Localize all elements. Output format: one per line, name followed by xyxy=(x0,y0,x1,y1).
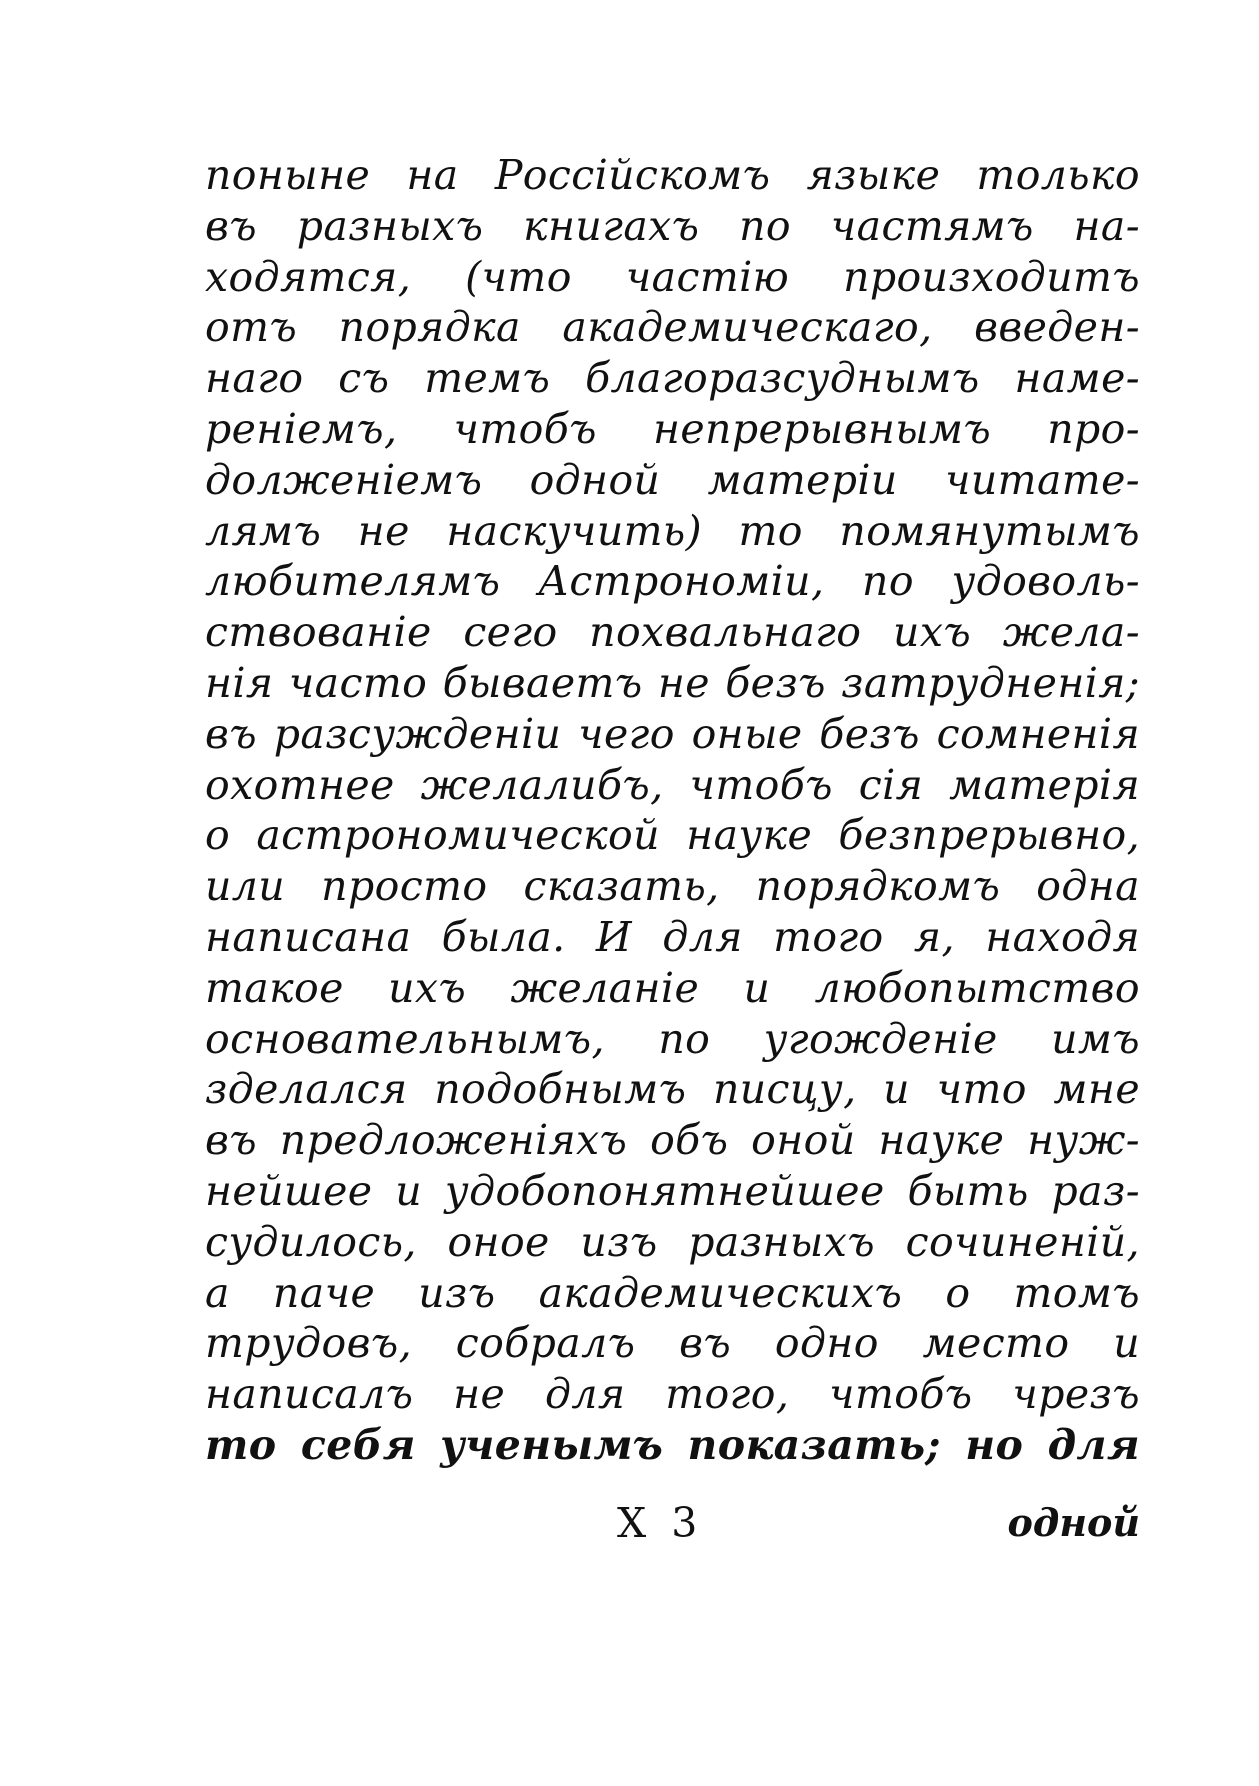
page-footer xyxy=(205,1495,1140,1551)
text-line: а паче изъ академическихъ о томъ xyxy=(205,1268,1140,1317)
text-line: долженiемъ одной матерiи читате- xyxy=(205,455,1140,504)
text-line: ренiемъ, чтобъ непрерывнымъ про- xyxy=(205,404,1140,453)
text-line: то себя ученымъ показать; но для xyxy=(205,1420,1140,1469)
catchword: одной xyxy=(1007,1500,1140,1545)
text-line: ствованiе сего похвальнаго ихъ жела- xyxy=(205,608,1140,657)
text-line: судилось, оное изъ разныхъ сочиненiй, xyxy=(205,1217,1140,1266)
text-line: написалъ не для того, чтобъ чрезъ xyxy=(205,1370,1140,1419)
text-line: о астрономической науке безпрерывно, xyxy=(205,811,1140,860)
text-line: отъ порядка академическаго, введен- xyxy=(205,303,1140,352)
body-text xyxy=(205,150,1140,1471)
text-line: въ предложенiяхъ объ оной науке нуж- xyxy=(205,1116,1140,1165)
text-line: написана была. И для того я, находя xyxy=(205,912,1140,961)
text-line: нейшее и удобопонятнейшее быть раз- xyxy=(205,1166,1140,1215)
text-line: нiя часто бываетъ не безъ затрудненiя; xyxy=(205,658,1140,707)
text-line: лямъ не наскучить) то помянутымъ xyxy=(205,506,1140,555)
text-line: наго съ темъ благоразсуднымъ наме- xyxy=(205,354,1140,403)
text-line: любителямъ Астрономiи, по удоволь- xyxy=(205,557,1140,606)
text-line: охотнее желалибъ, чтобъ сiя матерiя xyxy=(205,760,1140,809)
text-line: зделался подобнымъ писцу, и что мне xyxy=(205,1065,1140,1114)
text-line: трудовъ, собралъ въ одно место и xyxy=(205,1319,1140,1368)
signature-mark: X 3 xyxy=(617,1499,704,1547)
text-line: основательнымъ, по угожденiе имъ xyxy=(205,1014,1140,1063)
text-line: въ разныхъ книгахъ по частямъ на- xyxy=(205,201,1140,250)
text-line: или просто сказать, порядкомъ одна xyxy=(205,862,1140,911)
text-line: такое ихъ желанiе и любопытство xyxy=(205,963,1140,1012)
text-line: въ разсужденiи чего оные безъ сомненiя xyxy=(205,709,1140,758)
text-line: поныне на Россiйскомъ языке только xyxy=(205,151,1140,199)
text-line: ходятся, (что частiю произходитъ xyxy=(205,252,1140,301)
